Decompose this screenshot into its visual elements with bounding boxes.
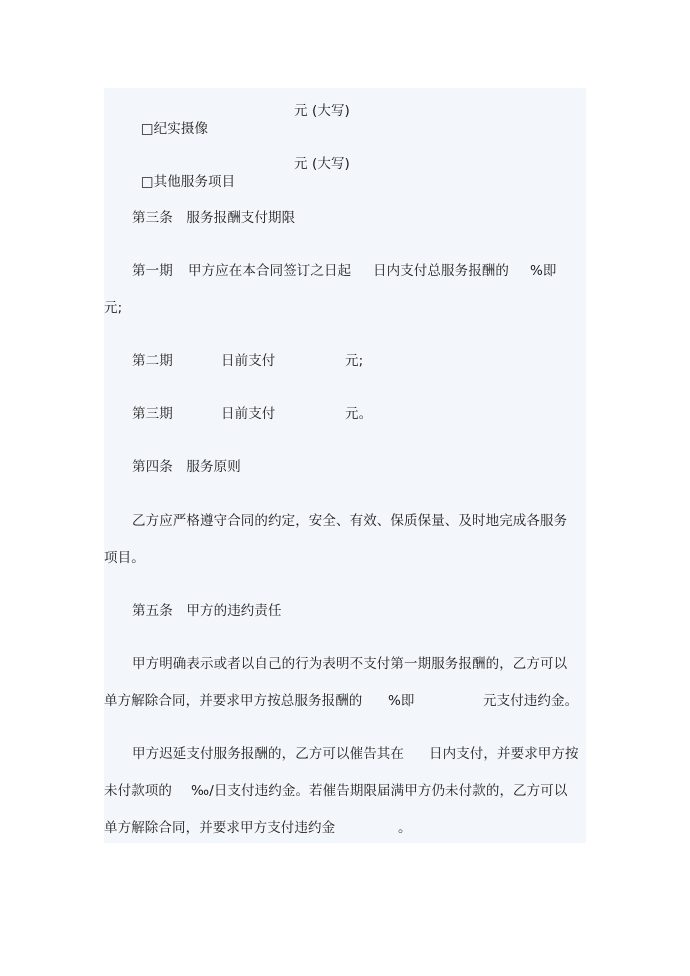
article-4-heading: 第四条 服务原则: [132, 459, 241, 475]
phase-1-text-d: 元;: [104, 300, 123, 316]
checkbox-icon[interactable]: □: [140, 121, 154, 137]
article-5-para-1-line-2b: %即: [388, 693, 415, 709]
article-5-para-2-line-2a: 未付款项的: [104, 783, 172, 799]
article-5-para-2-line-3a: 单方解除合同，并要求甲方支付违约金: [104, 820, 336, 836]
article-5-para-1-line-1: 甲方明确表示或者以自己的行为表明不支付第一期服务报酬的，乙方可以: [132, 656, 568, 672]
phase-1-text-b: 日内支付总服务报酬的: [373, 263, 509, 279]
service-item-row: [132, 155, 235, 191]
service-item-row: [132, 102, 208, 138]
phase-2-text-a: 日前支付: [221, 353, 276, 369]
article-5-heading: 第五条 甲方的违约责任: [132, 603, 282, 619]
phase-2-label: 第二期: [132, 353, 173, 369]
article-5-para-2-line-1b: 日内支付，并要求甲方按: [429, 746, 579, 762]
article-5-para-2-line-2b: ‰/日支付违约金。若催告期限届满甲方仍未付款的，乙方可以: [191, 783, 568, 799]
phase-3-label: 第三期: [132, 406, 173, 422]
phase-3-text-b: 元。: [345, 406, 373, 422]
checkbox-icon[interactable]: □: [140, 174, 154, 190]
article-5-para-1-line-2c: 元支付违约金。: [483, 693, 579, 709]
service-item-label: 纪实摄像: [153, 121, 209, 137]
article-5-para-2-line-3b: 。: [398, 820, 412, 836]
phase-2-text-b: 元;: [345, 353, 364, 369]
service-item-unit: 元 (大写): [294, 103, 350, 119]
service-item-unit: 元 (大写): [294, 156, 350, 172]
phase-3-text-a: 日前支付: [221, 406, 276, 422]
phase-1-text-c: %即: [530, 263, 557, 279]
article-4-body-line-2: 项目。: [104, 550, 145, 566]
article-4-body-line-1: 乙方应严格遵守合同的约定，安全、有效、保质保量、及时地完成各服务: [132, 513, 568, 529]
article-3-heading: 第三条 服务报酬支付期限: [132, 210, 296, 226]
phase-1-label: 第一期: [132, 263, 173, 279]
article-5-para-1-line-2a: 单方解除合同，并要求甲方按总服务报酬的: [104, 693, 363, 709]
service-item-label: 其他服务项目: [153, 174, 236, 190]
phase-1-text-a: 甲方应在本合同签订之日起: [188, 263, 352, 279]
article-5-para-2-line-1a: 甲方迟延支付服务报酬的，乙方可以催告其在: [132, 746, 404, 762]
